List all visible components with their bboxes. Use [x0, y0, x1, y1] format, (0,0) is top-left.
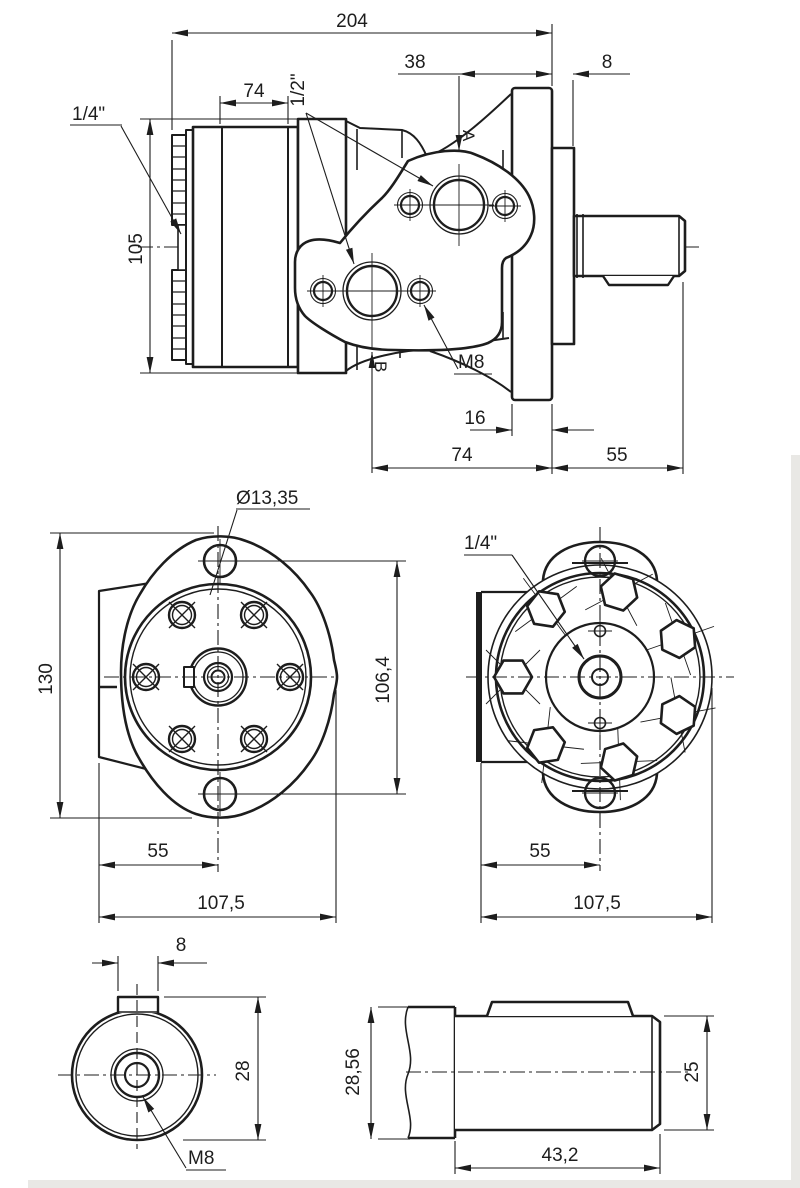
dim-2856: 28,56 — [343, 1048, 364, 1096]
dim-8: 8 — [601, 52, 613, 73]
key-on-shaft — [487, 1002, 633, 1016]
dim-8: 8 — [175, 935, 187, 956]
motor-body — [193, 127, 298, 367]
shaft-key — [603, 276, 674, 285]
output-shaft — [574, 216, 685, 276]
dim-130: 130 — [36, 663, 57, 695]
dim-28: 28 — [233, 1060, 254, 1082]
bell-contour-top — [427, 94, 511, 157]
dim-105: 105 — [126, 233, 147, 265]
label-half-inch: 1/2" — [288, 73, 309, 107]
hub — [552, 148, 574, 344]
dim-74b: 74 — [451, 445, 473, 466]
dim-1075: 107,5 — [573, 893, 621, 914]
dim-55: 55 — [529, 841, 551, 862]
page-edge-right — [791, 455, 800, 1188]
dim-hole-dia: Ø13,35 — [236, 488, 299, 509]
dim-74: 74 — [243, 81, 265, 102]
label-port-b: B — [371, 361, 390, 373]
screw — [169, 602, 195, 628]
dim-25: 25 — [682, 1061, 703, 1083]
screw — [169, 726, 195, 752]
dim-204: 204 — [336, 11, 368, 32]
label-quarter-inch: 1/4" — [464, 533, 498, 554]
label-port-a: A — [459, 130, 478, 142]
housing-top-edge — [346, 121, 427, 157]
dim-432: 43,2 — [541, 1145, 579, 1166]
label-quarter-inch: 1/4" — [72, 104, 106, 125]
label-m8: M8 — [188, 1148, 215, 1169]
dim-55: 55 — [147, 841, 169, 862]
screw — [241, 726, 267, 752]
dim-1075: 107,5 — [197, 893, 245, 914]
shaft-body — [455, 1016, 660, 1130]
screw — [241, 602, 267, 628]
dim-55: 55 — [606, 445, 628, 466]
page-edge-bottom — [28, 1180, 800, 1188]
dim-16: 16 — [464, 408, 486, 429]
key-profile — [118, 997, 158, 1013]
label-m8: M8 — [458, 352, 485, 373]
side-view — [70, 11, 702, 474]
dim-1064: 106,4 — [373, 656, 394, 704]
shaft-side-view — [343, 1002, 714, 1174]
front-view — [36, 488, 406, 923]
rear-view — [464, 527, 734, 923]
dim-38: 38 — [404, 52, 426, 73]
shaft-end-view — [58, 935, 266, 1170]
